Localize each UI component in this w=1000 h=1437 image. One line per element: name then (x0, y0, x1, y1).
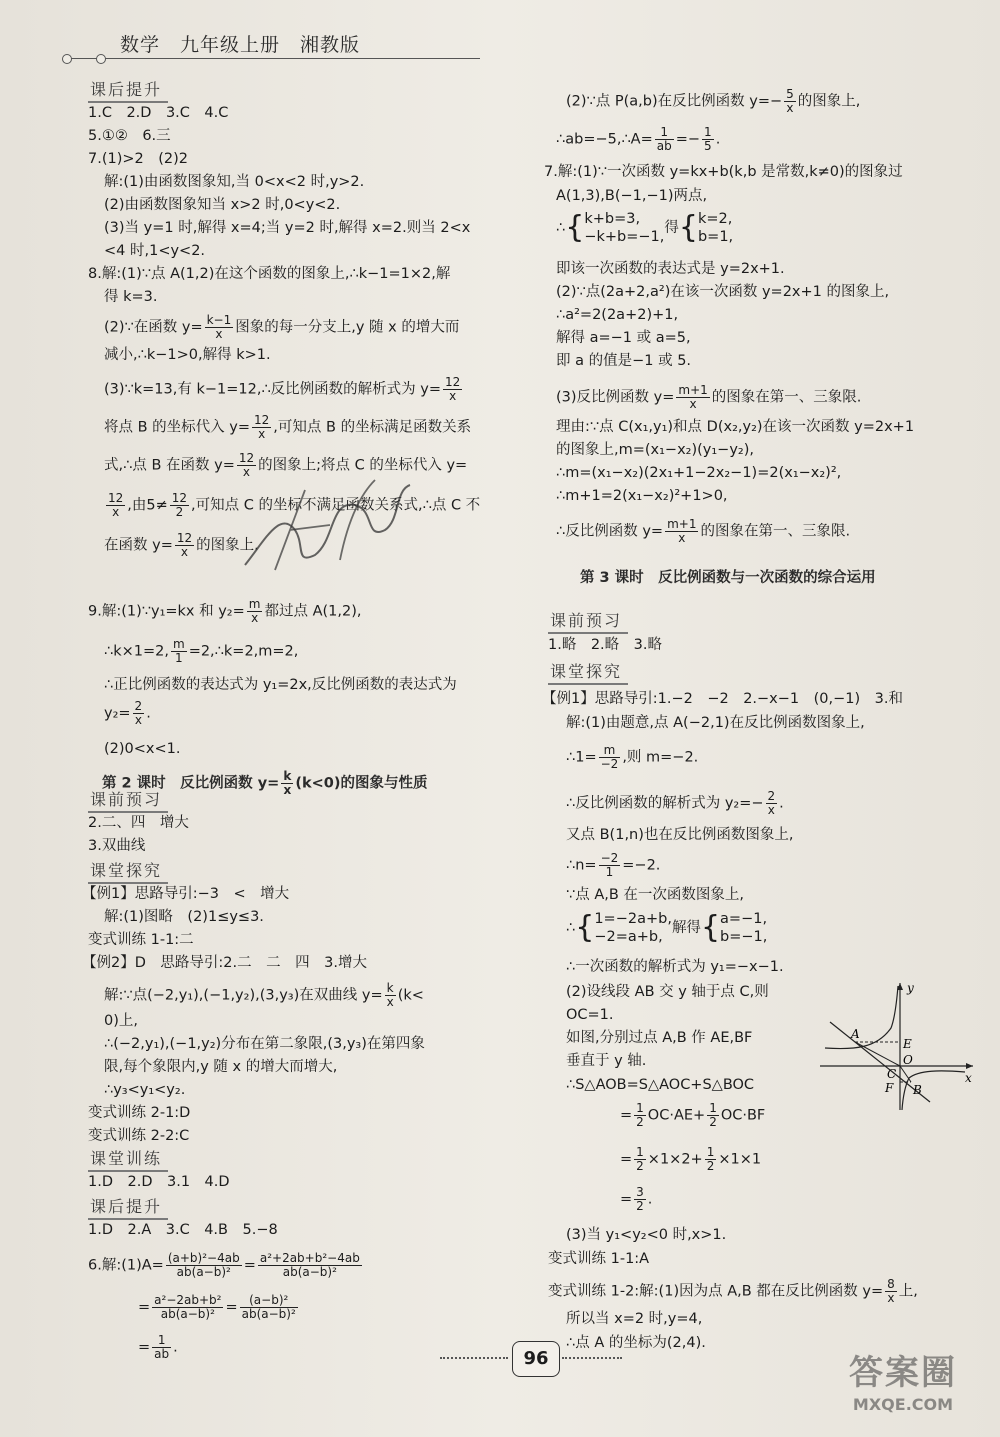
fraction: $\frac{1}{5}$ (704, 125, 712, 153)
answer-line: (2)由函数图象知当 x>2 时,0<y<2. (104, 197, 341, 213)
answer-line: 6.解:(1)A= $\frac{\text{(a+b)²−4ab}}{\text{ab(a−b)²}}$ = $\frac{\text{a²+2ab+b²−4ab}}{\text{ab(a−b)²}}$ (88, 1251, 360, 1279)
section-heading: 课后提升 (88, 76, 168, 103)
label-y: y (907, 981, 914, 995)
answer-line: (2)0<x<1. (104, 741, 181, 757)
answer-line: = $\frac{3}{2}$ . (620, 1185, 653, 1213)
equation-system: k=2, b=1, (697, 211, 734, 245)
answer-line: ∴S△AOB=S△AOC+S△BOC (566, 1077, 755, 1093)
answer-line: 在函数 y= $\frac{12}{x}$ 的图象上. (104, 531, 259, 559)
page-number-dots (562, 1357, 622, 1359)
segment-ao (855, 1042, 900, 1066)
answer-line: 解:(1)由函数图象知,当 0<x<2 时,y>2. (104, 174, 365, 190)
answer-line: ∴正比例函数的表达式为 y₁=2x,反比例函数的表达式为 (104, 677, 457, 693)
answer-line: 解:(1)由题意,点 A(−2,1)在反比例函数图象上, (566, 715, 865, 731)
watermark-logo (828, 1351, 978, 1425)
fraction: $\frac{1}{2}$ (706, 1145, 715, 1173)
fraction: $\frac{3}{2}$ (636, 1185, 644, 1213)
fraction: $\frac{k}{x}$ (283, 769, 292, 797)
fraction: $\frac{8}{x}$ (887, 1277, 895, 1305)
fraction: $\frac{2}{x}$ (134, 699, 143, 727)
answer-line: 变式训练 2-1:D (88, 1105, 191, 1121)
answer-line: 1.D 2.A 3.C 4.B 5.−8 (88, 1222, 278, 1238)
answer-line: 7.(1)>2 (2)2 (88, 151, 189, 167)
fraction: $\frac{1}{2}$ (709, 1101, 717, 1129)
answer-line: 将点 B 的坐标代入 y= $\frac{12}{x}$ ,可知点 B 的坐标满足函数关系 (104, 413, 472, 441)
answer-line: 【例1】思路导引:−3 < 增大 (82, 886, 290, 902)
answer-line: 的图象上,m=(x₁−x₂)(y₁−y₂), (556, 442, 754, 458)
equation-system: k+b=3, −k+b=−1, (584, 211, 665, 245)
answer-line: 变式训练 1-1:A (548, 1251, 650, 1267)
answer-line: 减小,∴k−1>0,解得 k>1. (104, 347, 271, 363)
answer-line: 7.解:(1)∵一次函数 y=kx+b(k,b 是常数,k≠0)的图象过 (544, 164, 903, 180)
header-rule (70, 58, 480, 59)
handwriting-scribble (235, 470, 415, 580)
fraction: $\frac{\text{(a+b)²−4ab}}{\text{ab(a−b)²}}$ (167, 1251, 240, 1279)
answer-line: ∴y₃<y₁<y₂. (104, 1082, 186, 1098)
answer-line: ∴n= $\frac{-2}{1}$ =−2. (566, 851, 661, 879)
answer-line: 变式训练 1-1:二 (88, 932, 194, 948)
answer-line: = $\frac{1}{2}$ OC·AE+ $\frac{1}{2}$ OC·BF (620, 1101, 766, 1129)
section-heading: 课堂探究 (548, 658, 628, 685)
answer-line: 3.双曲线 (88, 838, 146, 854)
answer-line: (3)∵k=13,有 k−1=12,∴反比例函数的解析式为 y= $\frac{12}{x}$ (104, 375, 461, 403)
answer-line: 式,∴点 B 在函数 y= $\frac{12}{x}$ 的图象上;将点 C 的坐标代入 y= (104, 451, 468, 479)
answer-line: ∴k×1=2, $\frac{m}{1}$ =2,∴k=2,m=2, (104, 637, 299, 665)
fraction: $\frac{1}{ab}$ (154, 1333, 170, 1361)
fraction: $\frac{5}{x}$ (786, 87, 794, 115)
answer-line: 所以当 x=2 时,y=4, (566, 1311, 703, 1327)
section-heading: 课前预习 (548, 607, 628, 634)
answer-line: (3)当 y₁<y₂<0 时,x>1. (566, 1227, 727, 1243)
answer-line: (2)设线段 AB 交 y 轴于点 C,则 (566, 984, 769, 1000)
watermark-text: 答案圈 (849, 1353, 957, 1393)
answer-line: A(1,3),B(−1,−1)两点, (556, 188, 708, 204)
fraction: $\frac{\text{a²−2ab+b²}}{\text{ab(a−b)²}}$ (154, 1293, 222, 1321)
lesson-title: 第 3 课时 反比例函数与一次函数的综合运用 (580, 570, 876, 586)
hyperbola-line-graph (815, 978, 980, 1118)
fraction: $\frac{-2}{1}$ (600, 851, 619, 879)
fraction: $\frac{12}{x}$ (238, 451, 255, 479)
answer-line: ∴m=(x₁−x₂)(2x₁+1−2x₂−1)=2(x₁−x₂)², (556, 465, 842, 481)
fraction: $\frac{12}{x}$ (108, 491, 124, 519)
label-b: B (913, 1083, 922, 1097)
answer-line: 即该一次函数的表达式是 y=2x+1. (556, 261, 785, 277)
fraction: $\frac{m}{-2}$ (600, 743, 619, 771)
watermark-url: MXQE.COM (852, 1395, 954, 1414)
answer-line: ∴点 A 的坐标为(2,4). (566, 1335, 706, 1351)
fraction: $\frac{12}{x}$ (254, 413, 270, 441)
answer-line: 0)上, (104, 1013, 138, 1029)
equation-system: 1=−2a+b, −2=a+b, (594, 911, 672, 945)
hyperbola-branch-upper (825, 986, 898, 1049)
x-axis-arrow (966, 1063, 973, 1069)
fraction: $\frac{12}{x}$ (445, 375, 461, 403)
answer-line: 又点 B(1,n)也在反比例函数图象上, (566, 827, 794, 843)
section-heading: 课前预习 (88, 786, 168, 813)
answer-line: (2)∵点(2a+2,a²)在该一次函数 y=2x+1 的图象上, (556, 284, 890, 300)
fraction: $\frac{2}{x}$ (767, 789, 776, 817)
answer-line: ∴1= $\frac{m}{-2}$ ,则 m=−2. (566, 743, 699, 771)
header-rule-dot (62, 54, 72, 64)
answer-line: ∴一次函数的解析式为 y₁=−x−1. (566, 959, 784, 975)
section-heading: 课堂探究 (88, 857, 168, 884)
fraction: $\frac{m+1}{x}$ (678, 383, 708, 411)
answer-line: <4 时,1<y<2. (104, 243, 206, 259)
hyperbola-branch-lower (902, 1071, 965, 1110)
answer-line: 5.①② 6.三 (88, 128, 171, 144)
answer-line: 1.D 2.D 3.1 4.D (88, 1174, 230, 1190)
answer-line: = $\frac{\text{a²−2ab+b²}}{\text{ab(a−b)²}}$ = $\frac{\text{(a−b)²}}{\text{ab(a−b)²}}$ (138, 1293, 296, 1321)
label-o: O (903, 1053, 913, 1067)
fraction: $\frac{\text{(a−b)²}}{\text{ab(a−b)²}}$ (241, 1293, 296, 1321)
header-title: 数学 九年级上册 湘教版 (120, 34, 361, 56)
answer-line: 垂直于 y 轴. (566, 1053, 647, 1069)
answer-line: 变式训练 2-2:C (88, 1128, 190, 1144)
answer-line: ∴a²=2(2a+2)+1, (556, 307, 679, 323)
answer-line: 1.C 2.D 3.C 4.C (88, 105, 229, 121)
answer-line: 得 k=3. (104, 289, 158, 305)
label-x: x (965, 1071, 972, 1085)
label-c: C (887, 1067, 897, 1081)
section-heading: 课堂训练 (88, 1145, 168, 1172)
answer-line: 【例2】D 思路导引:2.二 二 四 3.增大 (82, 955, 367, 971)
answer-line: ∴ab=−5,∴A= $\frac{1}{ab}$ =− $\frac{1}{5}$ . (556, 125, 721, 153)
answer-line: ∵点 A,B 在一次函数图象上, (566, 887, 745, 903)
answer-line: (3)反比例函数 y= $\frac{m+1}{x}$ 的图象在第一、三象限. (556, 383, 862, 411)
answer-line: ∴m+1=2(x₁−x₂)²+1>0, (556, 488, 728, 504)
label-e: E (903, 1037, 912, 1051)
answer-line: 9.解:(1)∵y₁=kx 和 y₂= $\frac{m}{x}$ 都过点 A(1,2), (88, 597, 362, 625)
answer-line: OC=1. (566, 1007, 614, 1023)
answer-line: ∴{k+b=3, −k+b=−1,得{k=2, b=1, (556, 210, 734, 245)
answer-line: (2)∵在函数 y= $\frac{k-1}{x}$ 图象的每一分支上,y 随 x 的增大而 (104, 313, 460, 341)
page-number-dots (440, 1357, 508, 1359)
answer-line: 变式训练 1-2:解:(1)因为点 A,B 都在反比例函数 y= $\frac{8}{x}$ 上, (548, 1277, 918, 1305)
answer-line: 1.略 2.略 3.略 (548, 637, 663, 653)
fraction: $\frac{k}{x}$ (386, 981, 394, 1009)
fraction: $\frac{1}{ab}$ (656, 125, 672, 153)
equation-system: a=−1, b=−1, (720, 911, 768, 945)
answer-line: ∴(−2,y₁),(−1,y₂)分布在第二象限,(3,y₃)在第四象 (104, 1036, 425, 1052)
fraction: $\frac{\text{a²+2ab+b²−4ab}}{\text{ab(a−b)²}}$ (259, 1251, 360, 1279)
fraction: $\frac{12}{x}$ (176, 531, 193, 559)
header-rule-dot (96, 54, 106, 64)
answer-line: 2.二、四 增大 (88, 815, 189, 831)
answer-line: 如图,分别过点 A,B 作 AE,BF (566, 1030, 753, 1046)
label-f: F (885, 1081, 894, 1095)
answer-line: ∴{1=−2a+b, −2=a+b,解得{a=−1, b=−1, (566, 910, 768, 945)
answer-line: 解:∵点(−2,y₁),(−1,y₂),(3,y₃)在双曲线 y= $\frac{k}{x}$ (k< (104, 981, 424, 1009)
answer-line: (2)∵点 P(a,b)在反比例函数 y=− $\frac{5}{x}$ 的图象上, (566, 87, 861, 115)
answer-line: y₂= $\frac{2}{x}$ . (104, 699, 151, 727)
answer-line: 限,每个象限内,y 随 x 的增大而增大, (104, 1059, 338, 1075)
answer-line: $\frac{12}{x}$ ,由5≠ $\frac{12}{2}$ ,可知点 C 的坐标不满足函数关系式,∴点 C 不 (108, 491, 481, 519)
answer-line: = $\frac{1}{2}$ ×1×2+ $\frac{1}{2}$ ×1×1 (620, 1145, 762, 1173)
answer-line: ∴反比例函数 y= $\frac{m+1}{x}$ 的图象在第一、三象限. (556, 517, 851, 545)
answer-line: 8.解:(1)∵点 A(1,2)在这个函数的图象上,∴k−1=1×2,解 (88, 266, 451, 282)
fraction: $\frac{k-1}{x}$ (206, 313, 232, 341)
page-number: 96 (512, 1341, 560, 1377)
answer-line: ∴反比例函数的解析式为 y₂=− $\frac{2}{x}$ . (566, 789, 784, 817)
fraction: $\frac{12}{2}$ (171, 491, 188, 519)
label-a: A (851, 1027, 860, 1041)
answer-line: 解:(1)图略 (2)1≤y≤3. (104, 909, 264, 925)
fraction: $\frac{1}{2}$ (636, 1101, 644, 1129)
answer-line: = $\frac{1}{ab}$ . (138, 1333, 178, 1361)
answer-line: 【例1】思路导引:1.−2 −2 2.−x−1 (0,−1) 3.和 (542, 691, 903, 707)
fraction: $\frac{m}{x}$ (248, 597, 261, 625)
fraction: $\frac{m+1}{x}$ (667, 517, 697, 545)
answer-line: 即 a 的值是−1 或 5. (556, 353, 692, 369)
answer-line: 理由:∵点 C(x₁,y₁)和点 D(x₂,y₂)在该一次函数 y=2x+1 (556, 419, 915, 435)
answer-line: (3)当 y=1 时,解得 x=4;当 y=2 时,解得 x=2.则当 2<x (104, 220, 471, 236)
section-heading: 课后提升 (88, 1193, 168, 1220)
lesson-title: 第 2 课时 反比例函数 y= $\frac{k}{x}$ (k<0)的图象与性质 (102, 769, 428, 797)
fraction: $\frac{1}{2}$ (636, 1145, 644, 1173)
answer-line: 解得 a=−1 或 a=5, (556, 330, 691, 346)
fraction: $\frac{m}{1}$ (172, 637, 185, 665)
